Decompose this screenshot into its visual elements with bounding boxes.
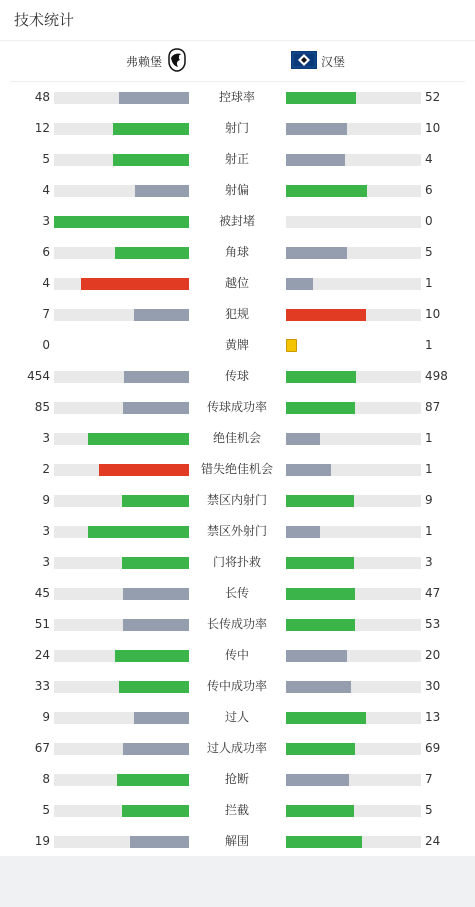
away-value: 30	[425, 679, 441, 693]
home-bar-fill	[123, 402, 189, 414]
away-bar-track	[286, 247, 421, 259]
home-bar-track	[54, 123, 189, 135]
away-team	[291, 41, 345, 81]
home-value: 19	[34, 834, 50, 848]
stat-row	[0, 578, 475, 609]
home-bar-fill	[119, 681, 189, 693]
home-value: 3	[42, 524, 50, 538]
away-value: 5	[425, 803, 433, 817]
away-value: 87	[425, 400, 441, 414]
away-bar-fill	[286, 433, 320, 445]
stat-label: 解围	[224, 834, 249, 848]
home-value: 0	[42, 338, 50, 352]
away-value: 24	[425, 834, 441, 848]
home-bar-fill	[123, 588, 189, 600]
away-value: 47	[425, 586, 441, 600]
away-value: 69	[425, 741, 441, 755]
home-bar-track	[54, 402, 189, 414]
home-value: 9	[42, 710, 50, 724]
away-bar-fill	[286, 743, 355, 755]
stat-label: 传中成功率	[206, 679, 267, 693]
away-value: 1	[425, 276, 433, 290]
teams-header	[10, 41, 465, 82]
away-value: 1	[425, 431, 433, 445]
away-bar-track	[286, 526, 421, 538]
stat-row	[0, 733, 475, 764]
away-bar-fill	[286, 154, 345, 166]
stat-label: 越位	[224, 276, 249, 290]
home-value: 9	[42, 493, 50, 507]
home-value: 5	[42, 803, 50, 817]
away-value: 1	[425, 524, 433, 538]
freiburg-crest-icon	[168, 48, 186, 75]
stat-label: 抢断	[224, 772, 249, 786]
stat-row	[0, 423, 475, 454]
home-bar-track	[54, 92, 189, 104]
home-bar-fill	[122, 495, 190, 507]
home-value: 33	[34, 679, 50, 693]
away-bar-fill	[286, 123, 347, 135]
stat-row	[0, 361, 475, 392]
stat-row	[0, 175, 475, 206]
stat-label: 射正	[224, 152, 249, 166]
stat-label: 传中	[224, 648, 249, 662]
away-bar-track	[286, 619, 421, 631]
away-bar-track	[286, 650, 421, 662]
away-value: 0	[425, 214, 433, 228]
stat-label: 角球	[224, 245, 249, 259]
home-value: 24	[34, 648, 50, 662]
home-bar-track	[54, 309, 189, 321]
stats-list	[0, 82, 475, 857]
home-value: 48	[34, 90, 50, 104]
stat-row	[0, 702, 475, 733]
home-bar-track	[54, 185, 189, 197]
away-bar-track	[286, 154, 421, 166]
away-bar-track	[286, 774, 421, 786]
away-bar-fill	[286, 309, 366, 321]
home-team-name: 弗赖堡	[126, 54, 163, 69]
stat-label: 门将扑救	[212, 555, 261, 569]
away-bar-fill	[286, 588, 355, 600]
stat-label: 黄牌	[224, 338, 249, 352]
away-value: 20	[425, 648, 441, 662]
home-bar-fill	[119, 92, 189, 104]
stat-label: 绝佳机会	[212, 431, 261, 445]
stat-label: 过人	[224, 710, 249, 724]
home-bar-fill	[130, 836, 189, 848]
home-bar-fill	[54, 216, 189, 228]
away-bar-track	[286, 371, 421, 383]
stat-label: 犯规	[224, 307, 249, 321]
stat-label: 射门	[224, 121, 249, 135]
home-bar-track	[54, 557, 189, 569]
away-bar-track	[286, 216, 421, 228]
home-bar-fill	[122, 805, 190, 817]
away-value: 13	[425, 710, 441, 724]
home-bar-track	[54, 805, 189, 817]
home-bar-track	[54, 588, 189, 600]
stat-label: 控球率	[218, 90, 255, 104]
away-bar-track	[286, 836, 421, 848]
stat-row	[0, 206, 475, 237]
stat-label: 错失绝佳机会	[200, 462, 273, 476]
away-bar-track	[286, 433, 421, 445]
home-bar-track	[54, 712, 189, 724]
home-bar-fill	[134, 309, 189, 321]
away-bar-fill	[286, 92, 356, 104]
home-bar-fill	[115, 247, 189, 259]
away-value: 53	[425, 617, 441, 631]
away-value: 1	[425, 462, 433, 476]
away-bar-fill	[286, 650, 347, 662]
home-bar-fill	[134, 712, 189, 724]
away-bar-track	[286, 464, 421, 476]
away-bar-track	[286, 123, 421, 135]
home-bar-track	[54, 619, 189, 631]
home-bar-track	[54, 154, 189, 166]
stat-label: 传球	[224, 369, 249, 383]
home-value: 8	[42, 772, 50, 786]
away-value: 7	[425, 772, 433, 786]
away-bar-fill	[286, 557, 354, 569]
home-bar-fill	[88, 526, 189, 538]
home-bar-track	[54, 464, 189, 476]
away-bar-track	[286, 681, 421, 693]
home-bar-track	[54, 433, 189, 445]
away-team-name: 汉堡	[321, 54, 346, 69]
home-value: 67	[34, 741, 50, 755]
stat-row	[0, 485, 475, 516]
away-value: 6	[425, 183, 433, 197]
stat-row	[0, 609, 475, 640]
away-value: 5	[425, 245, 433, 259]
away-bar-fill	[286, 805, 354, 817]
home-team	[126, 41, 186, 81]
stat-row	[0, 299, 475, 330]
away-bar-fill	[286, 774, 349, 786]
away-bar-fill	[286, 464, 331, 476]
home-bar-track	[54, 340, 189, 352]
home-bar-track	[54, 495, 189, 507]
away-bar-fill	[286, 402, 355, 414]
away-bar-track	[286, 588, 421, 600]
away-value: 4	[425, 152, 433, 166]
away-bar-fill	[286, 619, 355, 631]
away-bar-track	[286, 92, 421, 104]
home-bar-track	[54, 774, 189, 786]
away-value: 10	[425, 121, 441, 135]
stat-row	[0, 392, 475, 423]
home-bar-track	[54, 526, 189, 538]
home-bar-fill	[123, 743, 189, 755]
away-bar-track	[286, 309, 421, 321]
home-bar-fill	[124, 371, 189, 383]
home-value: 45	[34, 586, 50, 600]
away-value: 10	[425, 307, 441, 321]
away-bar-fill	[286, 836, 362, 848]
stat-row	[0, 237, 475, 268]
away-bar-track	[286, 495, 421, 507]
stat-label: 长传	[224, 586, 249, 600]
home-bar-track	[54, 247, 189, 259]
home-value: 3	[42, 555, 50, 569]
away-value: 9	[425, 493, 433, 507]
stat-row	[0, 547, 475, 578]
home-value: 5	[42, 152, 50, 166]
home-bar-fill	[123, 619, 189, 631]
away-bar-fill	[286, 247, 347, 259]
stat-row	[0, 764, 475, 795]
stat-row	[0, 795, 475, 826]
home-value: 6	[42, 245, 50, 259]
home-value: 454	[27, 369, 50, 383]
away-value: 52	[425, 90, 441, 104]
away-bar-track	[286, 712, 421, 724]
stat-row	[0, 330, 475, 361]
home-bar-fill	[113, 154, 189, 166]
yellow-card-icon	[286, 339, 297, 352]
stat-row	[0, 516, 475, 547]
away-bar-fill	[286, 712, 366, 724]
home-bar-track	[54, 216, 189, 228]
home-bar-track	[54, 278, 189, 290]
stat-row	[0, 826, 475, 857]
stat-label: 禁区内射门	[206, 493, 267, 507]
stat-label: 过人成功率	[206, 741, 267, 755]
stat-label: 射偏	[224, 183, 249, 197]
stat-label: 传球成功率	[206, 400, 267, 414]
stat-row	[0, 268, 475, 299]
stat-label: 拦截	[224, 803, 249, 817]
home-bar-fill	[81, 278, 189, 290]
home-value: 51	[34, 617, 50, 631]
away-bar-fill	[286, 185, 367, 197]
home-bar-track	[54, 743, 189, 755]
stat-row	[0, 640, 475, 671]
home-bar-track	[54, 650, 189, 662]
stat-row	[0, 454, 475, 485]
home-value: 3	[42, 431, 50, 445]
away-bar-track	[286, 557, 421, 569]
stat-row	[0, 113, 475, 144]
home-bar-fill	[117, 774, 189, 786]
away-value: 498	[425, 369, 448, 383]
stat-row	[0, 671, 475, 702]
home-bar-track	[54, 681, 189, 693]
away-bar-fill	[286, 278, 313, 290]
away-bar-track	[286, 185, 421, 197]
home-value: 4	[42, 276, 50, 290]
home-value: 7	[42, 307, 50, 321]
away-bar-fill	[286, 495, 354, 507]
home-value: 12	[34, 121, 50, 135]
page-title: 技术统计	[0, 0, 475, 41]
home-bar-fill	[135, 185, 189, 197]
away-bar-track	[286, 402, 421, 414]
home-value: 3	[42, 214, 50, 228]
stat-label: 禁区外射门	[206, 524, 267, 538]
stat-row	[0, 144, 475, 175]
home-value: 2	[42, 462, 50, 476]
away-bar-track	[286, 743, 421, 755]
home-bar-fill	[122, 557, 190, 569]
home-bar-fill	[99, 464, 189, 476]
home-bar-fill	[113, 123, 189, 135]
away-bar-track	[286, 805, 421, 817]
home-value: 4	[42, 183, 50, 197]
away-bar-fill	[286, 681, 351, 693]
stat-label: 长传成功率	[206, 617, 267, 631]
away-bar-fill	[286, 371, 356, 383]
home-bar-track	[54, 371, 189, 383]
hamburg-crest-icon	[291, 51, 317, 72]
home-bar-fill	[115, 650, 189, 662]
away-bar-fill	[286, 526, 320, 538]
home-value: 85	[34, 400, 50, 414]
away-value: 1	[425, 338, 433, 352]
home-bar-track	[54, 836, 189, 848]
away-bar-track	[286, 278, 421, 290]
stat-label: 被封堵	[218, 214, 255, 228]
away-value: 3	[425, 555, 433, 569]
home-bar-fill	[88, 433, 189, 445]
stat-row	[0, 82, 475, 113]
